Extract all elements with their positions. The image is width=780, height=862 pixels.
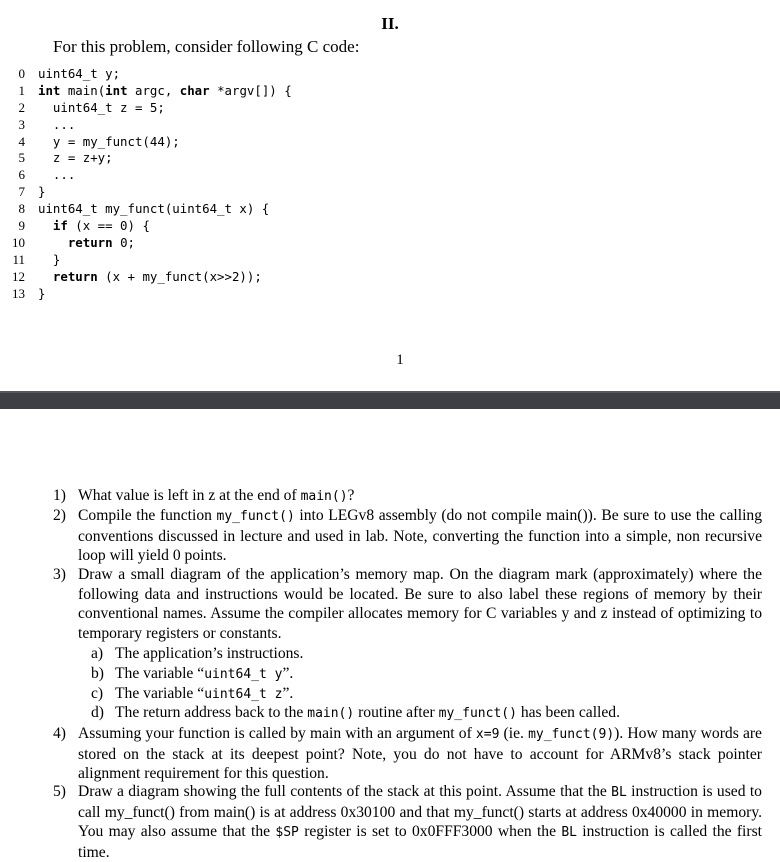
code-text: y = my_funct(44); xyxy=(38,133,180,149)
line-number: 10 xyxy=(12,234,25,250)
line-number: 3 xyxy=(18,116,25,132)
line-number: 13 xyxy=(12,285,25,301)
code-text: if (x == 0) { xyxy=(52,218,150,234)
line-number: 8 xyxy=(18,201,25,217)
code-text: } xyxy=(38,285,46,301)
question-4: 4) Assuming your function is called by main with an argument of x=9 (ie. my_funct(9)). How many words are stored on the stack at its deepest point? Note, you do not have to account for ARMv8’s stack pointer alignment requirement for this question. xyxy=(53,725,762,783)
line-number: 0 xyxy=(18,66,25,81)
code-text: uint64_t z = 5; xyxy=(38,99,165,115)
question-5: 5) Draw a diagram showing the full contents of the stack at this point. Assume that the BL instruction is used to call my_funct() from main() is at address 0x30100 and that my_funct() starts at address 0x40000 in memory. You may also assume that the $SP register is set to 0x0FFF3000 when the BL instruction is called the first time. xyxy=(53,783,762,861)
code-text: uint64_t y; xyxy=(38,66,121,81)
question-3c: c) The variable “uint64_t z”. xyxy=(91,685,294,702)
line-number: 4 xyxy=(18,133,25,149)
line-number: 5 xyxy=(18,150,25,166)
question-2: 2) Compile the function my_funct() into LEGv8 assembly (do not compile main()). Be sure to use the calling conventions discussed in lecture and used in lab. Note, converting the function into a simple, non recursive loop will yield 0 points. xyxy=(53,507,762,565)
question-number: 1) xyxy=(53,487,66,504)
page-number: 1 xyxy=(396,352,404,368)
line-number: 7 xyxy=(18,184,25,200)
intro-text: For this problem, consider following C code: xyxy=(53,37,360,56)
question-3d: d) The return address back to the main() routine after my_funct() has been called. xyxy=(91,704,620,721)
question-1: 1) What value is left in z at the end of main()? xyxy=(53,487,355,504)
line-number: 1 xyxy=(18,82,25,98)
line-number: 12 xyxy=(12,268,25,284)
question-number: 3) xyxy=(53,566,66,583)
line-number: 6 xyxy=(18,167,25,183)
question-3a: a) The application’s instructions. xyxy=(91,645,304,662)
code-text: uint64_t my_funct(uint64_t x) { xyxy=(38,201,270,217)
line-number: 9 xyxy=(18,218,25,234)
code-text: return (x + my_funct(x>>2)); xyxy=(52,268,262,284)
code-text: ... xyxy=(38,167,76,183)
code-text: } xyxy=(38,184,46,200)
page-divider xyxy=(0,391,780,409)
code-text: } xyxy=(38,251,61,267)
question-3b: b) The variable “uint64_t y”. xyxy=(91,665,294,682)
question-number: 5) xyxy=(53,783,66,800)
code-text: z = z+y; xyxy=(38,150,113,166)
code-text: return 0; xyxy=(67,234,135,250)
question-3: 3) Draw a small diagram of the application’s memory map. On the diagram mark (approximately) where the following data and instructions would be located. Be sure to also label these regions of memory by their conventional names. Assume the compiler allocates memory for C variables y and z instead of optimizing to temporary registers or constants. xyxy=(53,566,762,642)
question-number: 4) xyxy=(53,725,66,742)
page-one xyxy=(0,0,780,391)
code-text: int main(int argc, char *argv[]) { xyxy=(38,82,292,98)
question-number: 2) xyxy=(53,507,66,524)
page-two xyxy=(0,409,780,861)
code-text: ... xyxy=(38,116,76,132)
line-number: 11 xyxy=(12,251,25,267)
line-number: 2 xyxy=(18,99,25,115)
section-header: II. xyxy=(381,14,399,33)
